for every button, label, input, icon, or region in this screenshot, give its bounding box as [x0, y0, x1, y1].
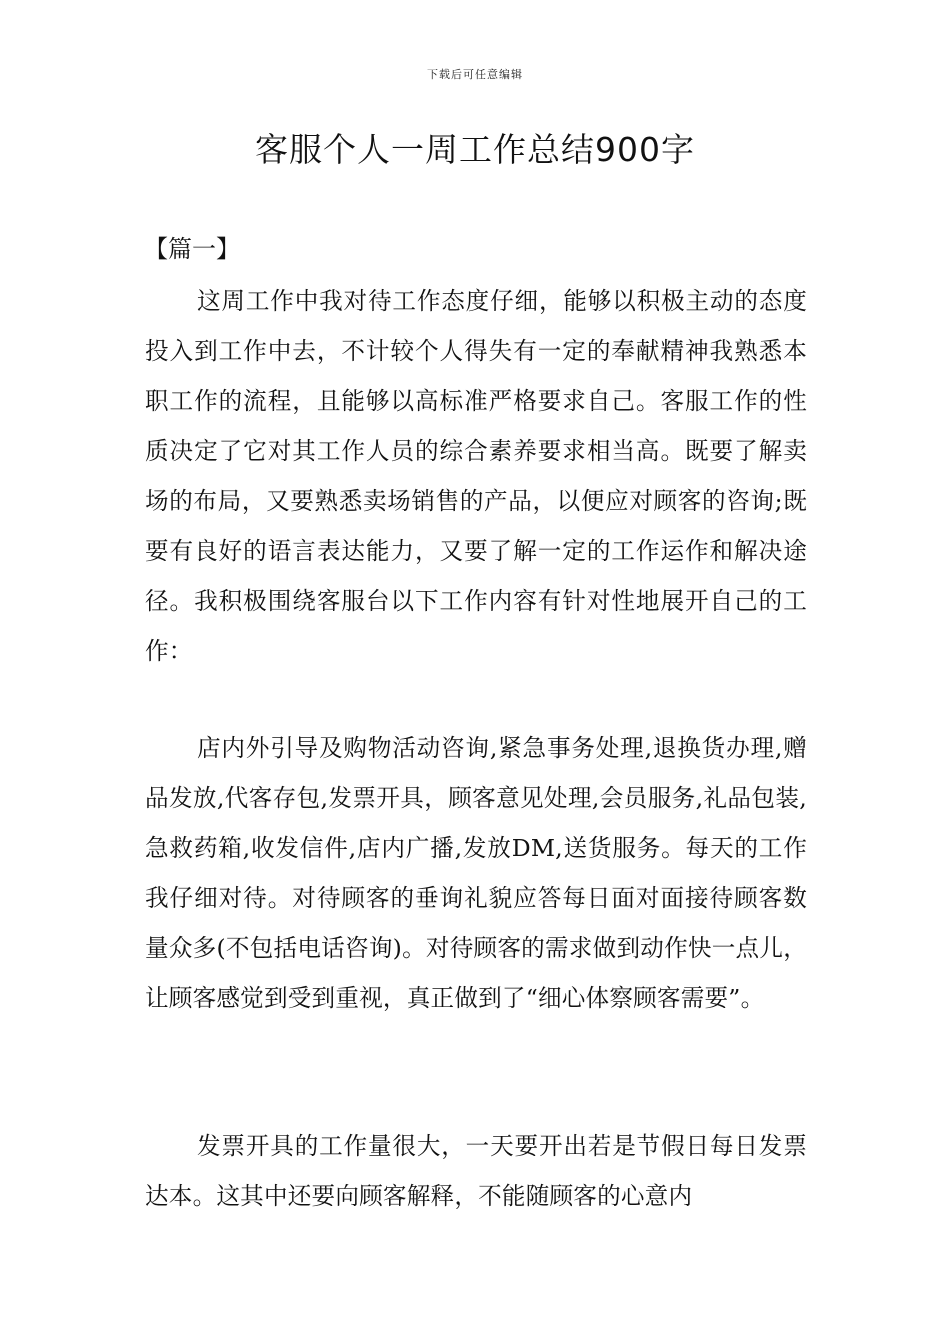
body-paragraph: 发票开具的工作量很大，一天要开出若是节假日每日发票达本。这其中还要向顾客解释，不能随顾客的心意内: [145, 1132, 807, 1210]
document-title: 客服个人一周工作总结900字: [255, 130, 695, 169]
body-paragraph: 这周工作中我对待工作态度仔细，能够以积极主动的态度投入到工作中去，不计较个人得失有一定的奉献精神我熟悉本职工作的流程，且能够以高标准严格要求自己。客服工作的性质决定了它对其工作人员的综合素养要求相当高。既要了解卖场的布局，又要熟悉卖场销售的产品，以便应对顾客的咨询;既要有良好的语言表达能力，又要了解一定的工作运作和解决途径。我积极围绕客服台以下工作内容有针对性地展开自己的工作：: [145, 287, 807, 665]
body-paragraph: 店内外引导及购物活动咨询,紧急事务处理,退换货办理,赠品发放,代客存包,发票开具，顾客意见处理,会员服务,礼品包装,急救药箱,收发信件,店内广播,发放DM,送货服务。每天的工作我仔细对待。对待顾客的垂询礼貌应答每日面对面接待顾客数量众多(不包括电话咨询)。对待顾客的需求做到动作快一点儿，让顾客感觉到受到重视，真正做到了“细心体察顾客需要”。: [145, 734, 807, 1012]
section-label: 【篇一】: [144, 235, 240, 263]
header-note: 下载后可任意编辑: [427, 68, 523, 81]
